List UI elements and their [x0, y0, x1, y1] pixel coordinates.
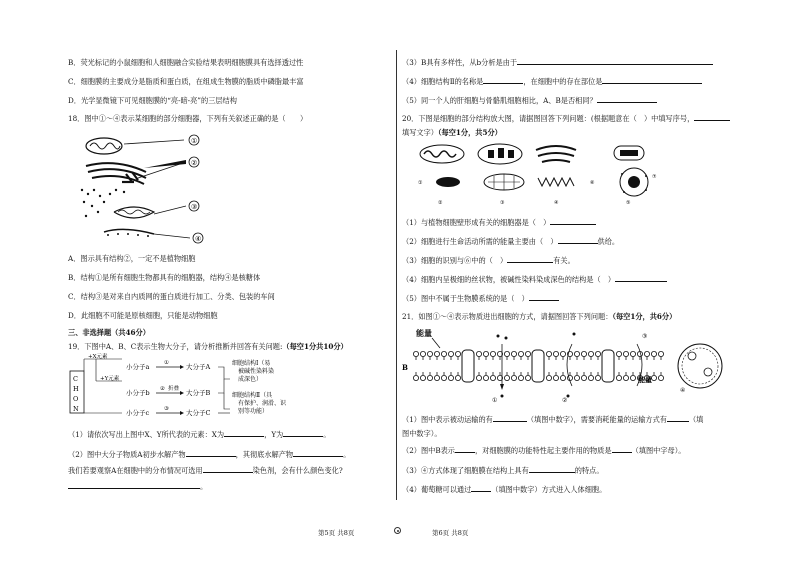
fig18-label-4: ④: [195, 235, 202, 243]
fig18-label-3: ③: [191, 203, 198, 211]
option-b-line: B．荧光标记的小鼠细胞和人细胞融合实验结果表明细胞膜具有选择透过性: [68, 58, 304, 67]
q21-part-1b: 图中数字）。: [402, 429, 442, 438]
svg-text:有保护、润滑、识: 有保护、润滑、识: [238, 400, 287, 407]
q21-part-2: （2）图中B表示 ，对细胞膜的功能特性起主要作用的物质是 （填图中字母）。: [402, 446, 686, 455]
svg-text:③: ③: [642, 333, 648, 340]
svg-text:②: ②: [562, 397, 568, 404]
question-20: 20．下图是细胞的部分结构放大图，请据图回答下列问题：(根据题意在（ ）中填写序号，: [402, 114, 730, 123]
organelle-figure: [74, 132, 224, 244]
q19-points: （每空1分共10分）: [282, 342, 348, 351]
binding-hole-icon: [394, 527, 401, 534]
svg-text:③: ③: [164, 406, 169, 412]
column-divider: [396, 50, 397, 500]
svg-text:能量: 能量: [638, 375, 652, 384]
q20-part-2: （2）细胞进行生命活动所需的能量主要由（ ） 供给。: [402, 237, 620, 246]
question-21: 21．如图①～④表示物质进出细胞的方式，请据图回答下列问题：（每空1分，共6分）: [402, 312, 677, 321]
svg-text:④: ④: [680, 387, 686, 394]
q20-part-1: （1）与植物细胞壁形成有关的细胞器是（ ）: [402, 218, 596, 227]
q18-option-b: B．结构①是所有细胞生物都具有的细胞器，结构④是核糖体: [68, 273, 261, 282]
q21-part-3: （3）④方式体现了细胞膜在结构上具有 的特点。: [402, 466, 604, 475]
option-d-line: D．光学显微镜下可见细胞膜的“亮-暗-亮”的三层结构: [68, 96, 237, 105]
q19-part-1: （1）请依次写出上图中X、Y所代表的元素：X为 ，Y为 。: [68, 430, 331, 439]
q18-option-d: D．此细胞不可能是原核细胞，只能是动物细胞: [68, 311, 218, 320]
svg-text:折叠: 折叠: [168, 386, 180, 392]
svg-text:N: N: [73, 405, 79, 413]
svg-text:细胞结构Ⅱ（具: 细胞结构Ⅱ（具: [232, 392, 273, 399]
svg-text:别等功能）: 别等功能）: [238, 408, 269, 415]
svg-text:①: ①: [492, 397, 498, 404]
svg-text:①: ①: [418, 180, 423, 186]
svg-text:②: ②: [160, 386, 165, 392]
q19-part-r2: （4）细胞结构Ⅱ的名称是 ，在细胞中的存在部位是: [402, 77, 702, 86]
svg-text:+X元素: +X元素: [88, 354, 108, 360]
q21-part-1: （1）图中表示被动运输的有 （填图中数字），需要消耗能量的运输方式有 （填: [402, 415, 704, 424]
page-number-left: 第5页 共8页: [318, 529, 355, 537]
svg-text:+Y元素: +Y元素: [100, 376, 120, 382]
svg-text:⑦: ⑦: [652, 174, 657, 180]
svg-text:②: ②: [438, 200, 443, 206]
option-c-line: C．细胞膜的主要成分是脂质和蛋白质，在组成生物膜的脂质中磷脂最丰富: [68, 77, 304, 86]
svg-text:③: ③: [500, 200, 505, 206]
q20-part-4: （4）细胞内呈极细的丝状物，被碱性染料染成深色的结构是（ ）: [402, 275, 667, 284]
q18-option-c: C．结构③是对来自内质网的蛋白质进行加工、分类、包装的车间: [68, 292, 275, 301]
svg-text:④: ④: [554, 200, 559, 206]
cell-structures-figure: [414, 142, 714, 208]
svg-text:小分子b: 小分子b: [126, 389, 150, 397]
svg-text:成深色）: 成深色）: [238, 376, 263, 383]
q19-part-2: （2）图中大分子物质A初步水解产物 ，其彻底水解产物 。: [68, 450, 351, 459]
page-number-right: 第6页 共8页: [432, 529, 469, 537]
svg-text:①: ①: [164, 360, 169, 366]
question-20-line2: 填写文字）（每空1分，共5分）: [402, 128, 502, 137]
question-18: 18．图中①～④表示某细胞的部分细胞器，下列有关叙述正确的是（ ）: [68, 114, 308, 123]
svg-text:大分子A: 大分子A: [186, 363, 211, 371]
membrane-transport-figure: [402, 326, 732, 406]
section-heading: 三、非选择题（共46分）: [68, 328, 150, 337]
q21-part-4: （4）葡萄糖可以通过 （填图中数字）方式进入人体细胞。: [402, 485, 607, 494]
svg-text:大分子B: 大分子B: [186, 389, 211, 397]
svg-text:细胞结构Ⅰ（易: 细胞结构Ⅰ（易: [232, 360, 271, 367]
svg-text:C: C: [73, 375, 78, 383]
svg-text:大分子C: 大分子C: [186, 409, 211, 417]
q18-option-a: A．图示具有结构②，一定不是植物细胞: [68, 254, 196, 263]
fig18-label-2: ②: [191, 159, 198, 167]
question-19: [68, 342, 348, 351]
q19-part-3: 我们若要观察A在细胞中的分布情况可选用 染色剂，会有什么颜色变化?: [68, 466, 343, 475]
svg-text:能量: 能量: [416, 328, 432, 338]
svg-text:小分子c: 小分子c: [126, 409, 150, 417]
svg-text:小分子a: 小分子a: [126, 363, 150, 371]
svg-text:⑥: ⑥: [590, 180, 595, 186]
q20-part-3: （3）细胞的识别与⑥中的（ ） 有关。: [402, 256, 575, 265]
fig18-label-1: ①: [191, 137, 198, 145]
svg-text:H: H: [73, 385, 79, 393]
svg-text:O: O: [73, 395, 79, 403]
q19-part-r1: （3）B具有多样性，从b分析是由于: [402, 58, 713, 67]
macromolecule-figure: [68, 353, 338, 425]
q20-part-5: （5）图中不属于生物膜系统的是（ ）: [402, 294, 559, 303]
q19-stem: 19．下图中A、B、C表示生物大分子，请分析推断并回答有关问题:: [68, 342, 283, 351]
q19-part-r3: （5）同一个人的肝细胞与骨骼肌细胞相比，A、B是否相同？: [402, 96, 657, 105]
q19-part-3-answer: 。: [68, 482, 207, 491]
svg-text:被碱性染料染: 被碱性染料染: [238, 368, 275, 375]
svg-text:B: B: [402, 363, 408, 372]
svg-text:⑤: ⑤: [626, 200, 631, 206]
